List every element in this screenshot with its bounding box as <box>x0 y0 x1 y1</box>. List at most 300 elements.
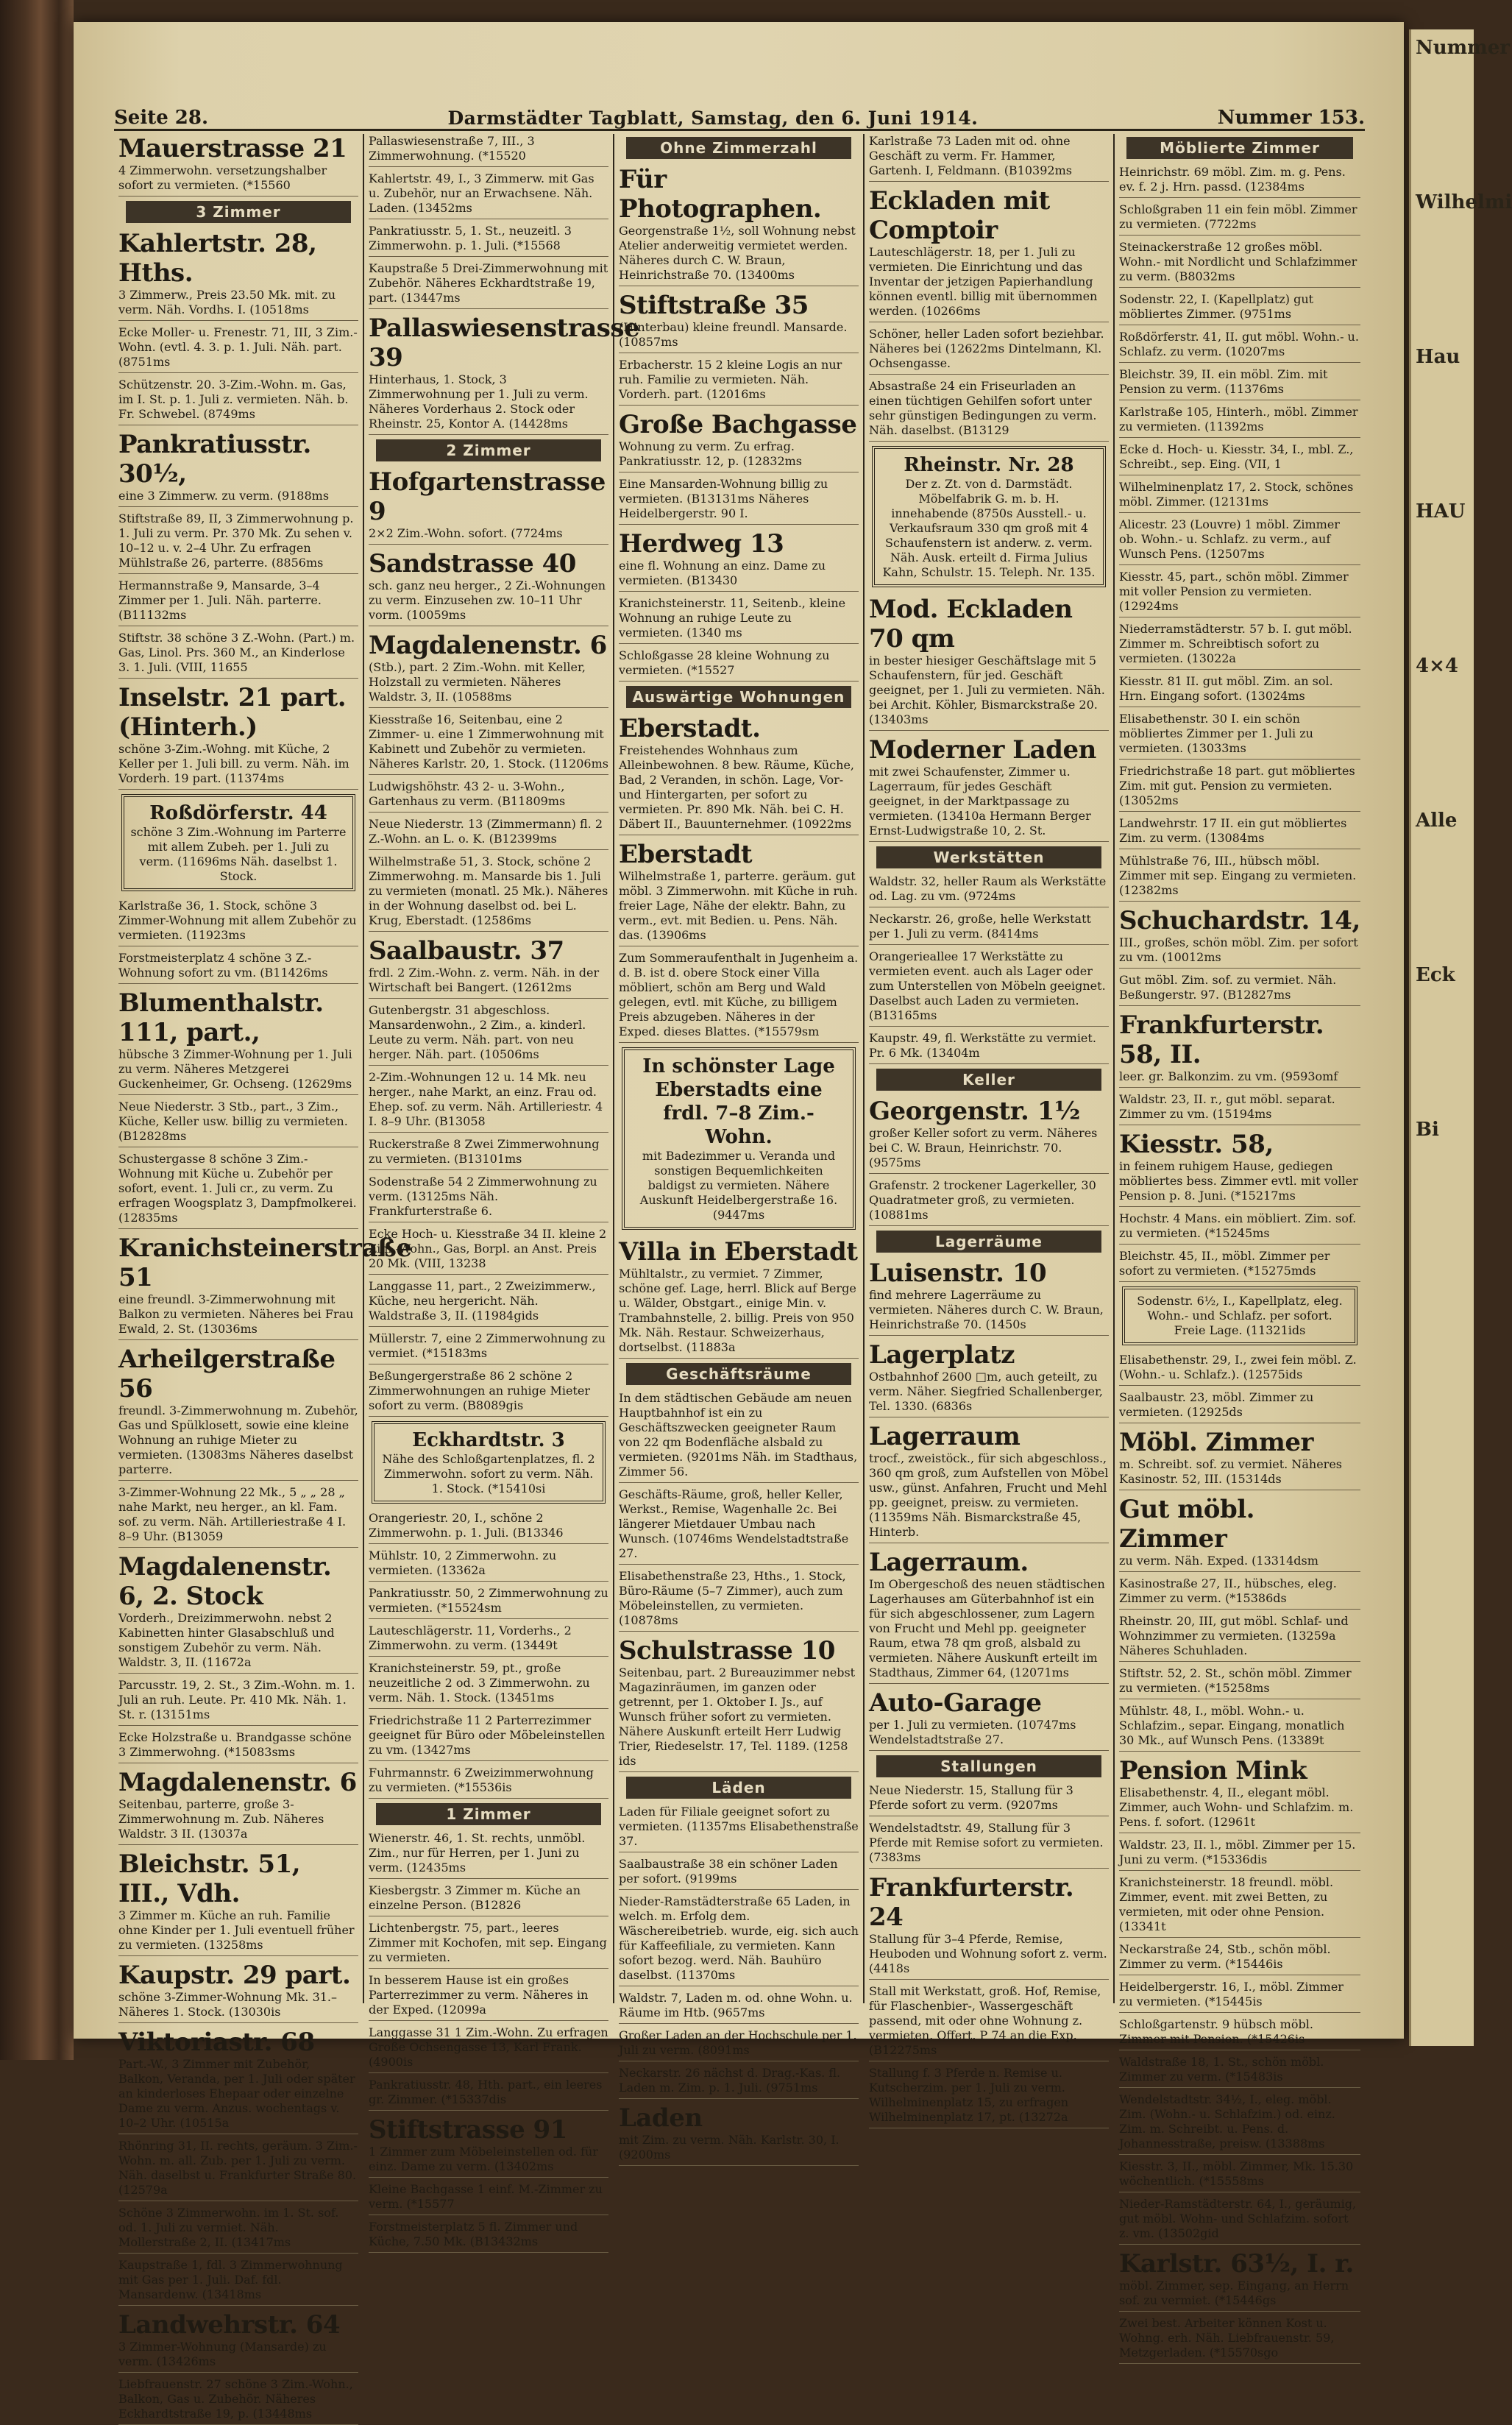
issue-number: Nummer 153. <box>1217 107 1365 129</box>
classified-ad <box>369 171 608 219</box>
classified-ad <box>369 1624 608 1657</box>
ad-headline: Eckladen mit Comptoir <box>869 186 1050 245</box>
classified-ad <box>869 1422 1109 1543</box>
ad-headline: Arheilgerstraße 56 <box>118 1345 336 1403</box>
classified-ad <box>118 2206 358 2254</box>
ad-body: III., großes, schön möbl. Zim. per sofort zu vm. (10012ms <box>1119 935 1358 964</box>
classified-ad <box>869 327 1109 375</box>
classified-ad <box>118 578 358 626</box>
ad-body: Kahlertstr. 49, I., 3 Zimmerw. mit Gas u. Zubehör, nur an Erwachsene. Näh. Laden. (13452ms <box>369 171 594 215</box>
ad-body: 4 Zimmerwohn. versetzungshalber sofort zu vermieten. (*15560 <box>118 163 327 192</box>
ad-body: 1 Zimmer zum Möbeleinstellen od. für einz. Dame zu verm. (13402ms <box>369 2145 598 2173</box>
ad-body: Seitenbau, parterre, große 3-Zimmerwohnung m. Zub. Näheres Waldstr. 3 II. (13037a <box>118 1797 324 1841</box>
classified-ad <box>369 2115 608 2178</box>
classified-ad <box>369 1369 608 1417</box>
ad-body: Bleichstr. 39, II. ein möbl. Zim. mit Pension zu verm. (11376ms <box>1119 367 1328 396</box>
ad-body: 3 Zimmer-Wohnung (Mansarde) zu verm. (13426ms <box>118 2340 327 2368</box>
ad-body: Kranichsteinerstr. 59, pt., große neuzeitliche 2 od. 3 Zimmerwohn. zu verm. Näh. 1. Stock. (13451ms <box>369 1661 590 1704</box>
ad-body: Neckarstr. 26 nächst d. Drag.-Kas. fl. Laden m. Zim. p. 1. Juli. (9751ms <box>619 2066 841 2095</box>
classified-ad <box>619 1991 859 2024</box>
ad-body: Wilhelminenplatz 17, 2. Stock, schönes möbl. Zimmer. (12131ms <box>1119 480 1354 509</box>
classified-ad <box>869 2066 1109 2128</box>
ad-body: Stallung f. 3 Pferde n. Remise u. Kutscherzim. per 1. Juli zu verm. Wilhelminenplatz 15, zu erfragen Wilhelminenplatz 17, pt. (13272a <box>869 2066 1069 2124</box>
ad-body: Ecke d. Hoch- u. Kiesstr. 34, I., mbl. Z., Schreibt., sep. Eing. (VII, 1 <box>1119 442 1354 471</box>
classified-ad <box>1119 712 1360 760</box>
ad-body: Kaupstraße 5 Drei-Zimmerwohnung mit Zubehör. Näheres Eckhardtstraße 19, part. (13447ms <box>369 261 608 305</box>
classified-ad <box>869 949 1109 1027</box>
classified-ad <box>118 2377 358 2425</box>
classified-ad <box>118 430 358 507</box>
ad-body: Gutenbergstr. 31 abgeschloss. Mansardenwohn., 2 Zim., a. kinderl. Leute zu verm. Näh. part. von neu herger. Näh. part. (10506ms <box>369 1003 586 1061</box>
ad-headline: Pallaswiesenstrasse 39 <box>369 314 640 372</box>
classified-ad <box>118 2139 358 2201</box>
section-heading: 3 Zimmer <box>126 201 351 223</box>
classified-ad <box>869 874 1109 907</box>
classified-ad <box>619 165 859 286</box>
classified-ad <box>1119 202 1360 236</box>
ad-body: Neue Niederstr. 15, Stallung für 3 Pferde sofort zu verm. (9207ms <box>869 1783 1073 1812</box>
ad-headline: Schulstrasse 10 <box>619 1636 835 1665</box>
ad-body: (Hinterbau) kleine freundl. Mansarde. (10857ms <box>619 320 848 349</box>
ad-body: Kiesstr. 81 II. gut möbl. Zim. an sol. Hrn. Eingang sofort. (13024ms <box>1119 674 1333 703</box>
ad-body: Wienerstr. 46, 1. St. rechts, unmöbl. Zim., nur für Herren, per 1. Juni zu verm. (12435ms <box>369 1831 586 1874</box>
ad-body: Part.-W., 3 Zimmer mit Zubehör, Balkon, Veranda, per 1. Juli oder später an kinderloses Ehepaar oder einzelne Dame zu verm. Anzus. wochentags v. 10–2 Uhr. (10515a <box>118 2057 355 2130</box>
classified-ad <box>869 1178 1109 1226</box>
ad-body: Roßdörferstr. 41, II. gut möbl. Wohn.- u. Schlafz. zu verm. (10207ms <box>1119 330 1359 358</box>
classified-ad <box>869 1097 1109 1174</box>
classified-ad <box>1119 1576 1360 1610</box>
ad-body: eine fl. Wohnung an einz. Dame zu vermieten. (B13430 <box>619 559 826 587</box>
classified-ad <box>118 1768 358 1845</box>
ad-headline: Magdalenenstr. 6 <box>118 1768 357 1797</box>
ad-headline: Laden <box>619 2103 703 2133</box>
classified-ad <box>1119 405 1360 438</box>
classified-ad <box>1119 517 1360 565</box>
adjacent-page-fragment: Bi <box>1416 1119 1439 1141</box>
classified-ad <box>1119 816 1360 849</box>
classified-ad <box>869 1258 1109 1336</box>
ad-body: Sodenstr. 22, I. (Kapellplatz) gut möbliertes Zimmer. (9751ms <box>1119 292 1314 321</box>
classified-ad <box>619 2066 859 2099</box>
classified-ad <box>1119 906 1360 969</box>
classified-ad <box>118 2310 358 2373</box>
classified-ad <box>369 1831 608 1879</box>
classified-ad <box>619 840 859 946</box>
ad-body: Saalbaustraße 38 ein schöner Laden per sofort. (9199ms <box>619 1857 838 1886</box>
classified-ad <box>619 1569 859 1632</box>
ad-body: Hochstr. 4 Mans. ein möbliert. Zim. sof. zu vermieten. (*15245ms <box>1119 1211 1357 1240</box>
classified-ad <box>1119 764 1360 812</box>
ad-body: Langgasse 11, part., 2 Zweizimmerw., Küche, neu hergericht. Näh. Waldstraße 3, II. (11984gids <box>369 1279 596 1323</box>
ad-body: Stall mit Werkstatt, groß. Hof, Remise, für Flaschenbier-, Wassergeschäft passend, mit oder ohne Wohnung z. vermieten. Offert. P 74 an die Exp. (B12275ms <box>869 1984 1101 2057</box>
ad-body: 3-Zimmer-Wohnung 22 Mk., 5 „ „ 28 „ nahe Markt, neu herger., an kl. Fam. sof. zu verm. Näh. Artilleriestraße 4 I. 8–9 Uhr. (B13059 <box>118 1485 347 1543</box>
ad-body: sch. ganz neu herger., 2 Zi.-Wohnungen zu verm. Einzusehen zw. 10–11 Uhr vorm. (10059ms <box>369 578 606 622</box>
ad-headline: Rheinstr. Nr. 28 <box>904 454 1074 476</box>
classified-ad <box>1119 2092 1360 2155</box>
classified-ad <box>118 1552 358 1674</box>
ad-body: Der z. Zt. von d. Darmstädt. Möbelfabrik G. m. b. H. innehabende (8750s Ausstell.- u. Verkaufsraum 330 qm groß mit 4 Schaufenstern ist anderw. z. verm. Näh. Ausk. erteilt d. Firma Julius Kahn, Schulstr. 15. Teleph. Nr. 135. <box>882 477 1096 579</box>
ad-body: Orangeriestr. 20, I., schöne 2 Zimmerwohn. p. 1. Juli. (B13346 <box>369 1511 564 1540</box>
ad-headline: Herdweg 13 <box>619 529 784 559</box>
ad-body: Schützenstr. 20. 3-Zim.-Wohn. m. Gas, im I. St. p. 1. Juli z. vermieten. Näh. b. Fr. Schwebel. (8749ms <box>118 378 349 421</box>
section-heading: 2 Zimmer <box>376 439 601 461</box>
ad-headline: Magdalenenstr. 6, 2. Stock <box>118 1552 332 1611</box>
ad-body: Wilhelmstraße 51, 3. Stock, schöne 2 Zimmerwohng. m. Mansarde bis 1. Juli zu vermieten (monatl. 25 Mk.). Näheres in der Wohnung daselbst od. bei L. Krug, Eberstadt. (12586ms <box>369 854 608 927</box>
ad-headline: Große Bachgasse <box>619 410 857 439</box>
classified-ad <box>369 2182 608 2215</box>
classified-ad <box>369 314 640 435</box>
ad-body: Lauteschlägerstr. 11, Vorderhs., 2 Zimmerwohn. zu verm. (13449t <box>369 1624 572 1652</box>
ad-body: Grafenstr. 2 trockener Lagerkeller, 30 Quadratmeter groß, zu vermieten. (10881ms <box>869 1178 1096 1222</box>
ad-body: Wilhelmstraße 1, parterre. geräum. gut möbl. 3 Zimmerwohn. mit Küche in ruh. freier Lage, Nähe der elektr. Bahn, zu verm., evt. mit Bedien. u. Pens. Näh. das. (13906ms <box>619 869 858 942</box>
ad-body: Kasinostraße 27, II., hübsches, eleg. Zimmer zu verm. (*15386ds <box>1119 1576 1337 1605</box>
classified-ad <box>869 134 1109 182</box>
classified-ad <box>619 1805 859 1852</box>
ad-body: Lauteschlägerstr. 18, per 1. Juli zu vermieten. Die Einrichtung und das Inventar der jetzigen Papierhandlung können eventl. billig mit übernommen werden. (10266ms <box>869 245 1098 318</box>
classified-ad <box>619 529 859 592</box>
ad-body: Pankratiusstr. 50, 2 Zimmerwohnung zu vermieten. (*15524sm <box>369 1586 608 1615</box>
classified-ad <box>869 1821 1109 1869</box>
classified-ad <box>869 595 1109 731</box>
ad-headline: Lagerplatz <box>869 1340 1015 1370</box>
classified-ad <box>118 899 358 946</box>
classified-ad <box>369 1661 608 1709</box>
ad-body: Steinackerstraße 12 großes möbl. Wohn.- mit Nordlicht und Schlafzimmer zu verm. (B8032ms <box>1119 240 1357 283</box>
ad-body: Waldstr. 7, Laden m. od. ohne Wohn. u. Räume im Htb. (9657ms <box>619 1991 853 2019</box>
ad-headline: Kahlertstr. 28, Hths. <box>118 229 317 288</box>
ad-body: find mehrere Lagerräume zu vermieten. Näheres durch C. W. Braun, Heinrichstraße 70. (1450s <box>869 1288 1104 1331</box>
classified-ad <box>369 1279 608 1327</box>
ad-headline: Villa in Eberstadt <box>619 1237 858 1267</box>
classified-ad <box>118 2028 358 2134</box>
ad-body: Vorderh., Dreizimmerwohn. nebst 2 Kabinetten hinter Glasabschluß und sonstigem Zubehör zu verm. Näh. Waldstr. 3, II. (11672a <box>118 1611 335 1669</box>
classified-ad <box>619 1391 859 1483</box>
ad-body: mit zwei Schaufenster, Zimmer u. Lagerraum, für jedes Geschäft geeignet, in der Marktpassage zu vermieten. (13410a Hermann Berger Ernst-Ludwigstraße 10, 2. St. <box>869 765 1091 838</box>
classified-ad <box>1119 2159 1360 2192</box>
classified-ad <box>869 912 1109 945</box>
ad-headline: Stiftstrasse 91 <box>369 2115 567 2145</box>
ad-body: Mühlstraße 76, III., hübsch möbl. Zimmer mit sep. Eingang zu vermieten. (12382ms <box>1119 854 1357 897</box>
boxed-advertisement <box>121 794 355 891</box>
classified-ad <box>118 2258 358 2306</box>
ad-headline: Hofgartenstrasse 9 <box>369 467 606 526</box>
adjacent-page-fragment: Hau <box>1416 346 1460 368</box>
ad-body: Zum Sommeraufenthalt in Jugenheim a. d. B. ist d. obere Stock einer Villa möbliert, schön am Berg und Wald gelegen, evtl. mit Küche, zu billigem Preis abzugeben. Näheres in der Exped. dieses Blattes. (*15579sm <box>619 951 859 1038</box>
ad-body: Kaupstraße 1, fdl. 3 Zimmerwohnung mit Gas per 1. Juli. Daf. fdl. Mansardenw. (13418ms <box>118 2258 343 2301</box>
ad-body: In besserem Hause ist ein großes Parterrezimmer zu verm. Näheres in der Exped. (12099a <box>369 1973 589 2017</box>
classified-ad <box>1119 1010 1360 1088</box>
ad-body: Kiesstr. 45, part., schön möbl. Zimmer mit voller Pension zu vermieten. (12924ms <box>1119 570 1349 613</box>
ad-headline: Viktoriastr. 68 <box>118 2028 315 2057</box>
ad-headline: Kranichsteinerstraße 51 <box>118 1233 412 1292</box>
classified-ad <box>1119 622 1360 670</box>
ad-body: Sodenstr. 6½, I., Kapellplatz, eleg. Wohn.- und Schlafz. per sofort. Freie Lage. (11321ids <box>1137 1294 1343 1337</box>
classified-ad <box>869 186 1109 322</box>
classified-ad <box>369 549 608 626</box>
classified-ad <box>869 1548 1109 1684</box>
ad-body: Müllerstr. 7, eine 2 Zimmerwohnung zu vermiet. (*15183ms <box>369 1331 606 1360</box>
classified-ad <box>619 648 859 682</box>
classified-ad <box>118 325 358 373</box>
ad-body: eine 3 Zimmerw. zu verm. (9188ms <box>118 489 330 503</box>
ad-body: Rhönring 31, II. rechts, geräum. 3 Zim.-Wohn. m. all. Zub. per 1. Juli zu verm. Näh. daselbst u. Frankfurter Straße 80. (12579a <box>118 2139 358 2197</box>
ad-body: Orangerieallee 17 Werkstätte zu vermieten event. auch als Lager oder zum Unterstellen von Möbeln geeignet. Daselbst auch Laden zu vermieten. (B13165ms <box>869 949 1106 1022</box>
ad-body: Neue Niederstr. 3 Stb., part., 3 Zim., Küche, Keller usw. billig zu vermieten. (B12828ms <box>118 1100 348 1143</box>
ad-body: Lichtenbergstr. 75, part., leeres Zimmer mit Kochofen, mit sep. Eingang zu vermieten. <box>369 1921 607 1964</box>
boxed-advertisement <box>872 446 1106 587</box>
ad-body: per 1. Juli zu vermieten. (10747ms Wendelstadtstraße 27. <box>869 1718 1076 1746</box>
classified-ad <box>369 1586 608 1619</box>
ad-body: Sodenstraße 54 2 Zimmerwohnung zu verm. (13125ms Näh. Frankfurterstraße 6. <box>369 1175 597 1218</box>
ad-body: Schloßgartenstr. 9 hübsch möbl. Zimmer mit Pension. (*15426is <box>1119 2017 1313 2046</box>
section-heading: 1 Zimmer <box>376 1803 601 1825</box>
classified-ad <box>1119 1092 1360 1125</box>
classified-ad <box>1119 1942 1360 1975</box>
ad-body: in bester hiesiger Geschäftslage mit 5 Schaufenstern, für jed. Geschäft geeignet, per 1. Juli zu vermieten. Näh. bei Archit. Köhler, Bismarckstraße 20. (13403ms <box>869 654 1105 726</box>
classified-ad <box>619 596 859 644</box>
page-header <box>114 99 1365 131</box>
classified-ad <box>1119 1390 1360 1423</box>
classified-ad <box>369 1331 608 1364</box>
classified-ad <box>619 1894 859 1986</box>
ad-headline: Eberstadt <box>619 840 753 869</box>
classified-columns <box>114 134 1365 2421</box>
ad-body: Erbacherstr. 15 2 kleine Logis an nur ruh. Familie zu vermieten. Näh. Vorderh. part. (12016ms <box>619 358 842 401</box>
classified-ad <box>869 1031 1109 1064</box>
classified-ad <box>619 410 859 472</box>
ad-headline: Frankfurterstr. 58, II. <box>1119 1010 1324 1069</box>
ad-body: Elisabethenstr. 30 I. ein schön möbliertes Zimmer per 1. Juli zu vermieten. (13033ms <box>1119 712 1313 755</box>
classified-ad <box>118 1233 412 1340</box>
ad-body: Ecke Hoch- u. Kiesstraße 34 II. kleine 2 Zim.-Wohn., Gas, Borpl. an Anst. Preis 20 Mk. (VIII, 13238 <box>369 1227 607 1270</box>
ad-headline: Stiftstraße 35 <box>619 291 809 320</box>
ad-body: 2-Zim.-Wohnungen 12 u. 14 Mk. neu herger., nahe Markt, an einz. Frau od. Ehep. sof. zu verm. Näh. Artilleriestr. 4 I. 8–9 Uhr. (B13058 <box>369 1070 603 1128</box>
section-heading: Geschäftsräume <box>626 1363 851 1385</box>
section-heading: Lagerräume <box>876 1231 1101 1253</box>
boxed-advertisement <box>1122 1286 1357 1345</box>
ad-headline: Pankratiusstr. 30½, <box>118 430 311 489</box>
ad-body: Pankratiusstr. 5, 1. St., neuzeitl. 3 Zimmerwohn. p. 1. Juli. (*15568 <box>369 224 572 252</box>
ad-body: Kiesstr. 3, II., möbl. Zimmer, Mk. 15.30 wöchentlich. (*15558ms <box>1119 2159 1354 2188</box>
ad-body: frdl. 2 Zim.-Wohn. z. verm. Näh. in der Wirtschaft bei Bangert. (12612ms <box>369 966 600 994</box>
classified-ad <box>369 1511 608 1544</box>
ad-body: Forstmeisterplatz 4 schöne 3 Z.-Wohnung sofort zu vm. (B11426ms <box>118 951 328 980</box>
ad-headline: Eberstadt. <box>619 714 761 743</box>
classified-ad <box>369 2220 608 2253</box>
ad-body: Großer Laden an der Hochschule per 1. Juli zu verm. (8091ms <box>619 2028 857 2057</box>
ad-headline: Blumenthalstr. 111, part., <box>118 988 324 1047</box>
classified-ad <box>118 1678 358 1726</box>
ad-body: Elisabethenstr. 29, I., zwei fein möbl. Z. (Wohn.- u. Schlafz.). (12575ids <box>1119 1353 1357 1381</box>
ad-body: Elisabethenstr. 4, II., elegant möbl. Zimmer, auch Wohn- und Schlafzim. m. Pens. f. sofort. (12961t <box>1119 1785 1354 1829</box>
classified-ad <box>619 951 859 1043</box>
ad-body: Schöne 3 Zimmerwohn. im 1. St. sof. od. 1. Juli zu vermiet. Näh. Mollerstraße 2, II. (13417ms <box>118 2206 339 2249</box>
ad-body: Wendelstadtstr. 34½, I., eleg. möbl. Zim. (Wohn.- u. Schlafzim.) od. einz. Zim. m. Schreibt. u. Pens. d. Johannesstraße, preisw. (13388ms <box>1119 2092 1335 2150</box>
classified-ad <box>1119 2055 1360 2088</box>
classified-ad <box>1119 1666 1360 1699</box>
adjacent-page-fragment: Wilhelmi <box>1416 191 1512 213</box>
classified-ad <box>369 134 608 167</box>
ad-body: Heidelbergerstr. 16, I., möbl. Zimmer zu vermieten. (*15445is <box>1119 1980 1344 2008</box>
ad-body: schöne 3-Zimmer-Wohnung Mk. 31.– Näheres 1. Stock. (13030is <box>118 1990 338 2019</box>
adjacent-page-fragment: Nummer <box>1416 37 1510 59</box>
classified-ad <box>1119 292 1360 325</box>
ad-headline: Georgenstr. 1½ <box>869 1097 1080 1126</box>
classified-ad <box>118 134 358 197</box>
ad-body: Stallung für 3–4 Pferde, Remise, Heuboden und Wohnung sofort z. verm. (4418s <box>869 1932 1107 1975</box>
ad-body: Hermannstraße 9, Mansarde, 3–4 Zimmer per 1. Juli. Näh. parterre. (B11132ms <box>118 578 322 622</box>
classified-ad <box>1119 1980 1360 2013</box>
classified-ad <box>1119 2197 1360 2245</box>
classified-ad <box>619 358 859 406</box>
ad-body: Nähe des Schloßgartenplatzes, fl. 2 Zimmerwohn. sofort zu verm. Näh. 1. Stock. (*15410si <box>382 1452 595 1495</box>
classified-ad <box>118 1849 358 1956</box>
classified-ad <box>118 1730 358 1763</box>
classified-ad <box>1119 240 1360 288</box>
classified-ad <box>1119 1756 1360 1833</box>
classified-ad <box>1119 2316 1360 2364</box>
ad-body: großer Keller sofort zu verm. Näheres bei C. W. Braun, Heinrichstr. 70. (9575ms <box>869 1126 1098 1169</box>
page-number: Seite 28. <box>114 107 209 129</box>
adjacent-page-fragment: Alle <box>1416 810 1458 832</box>
classified-ad <box>118 1345 358 1481</box>
ad-headline: Mauerstrasse 21 <box>118 134 347 163</box>
ad-body: Schloßgasse 28 kleine Wohnung zu vermieten. (*15527 <box>619 648 830 677</box>
ad-headline: Lagerraum <box>869 1422 1021 1451</box>
ad-body: Gut möbl. Zim. sof. zu vermiet. Näh. Beßungerstr. 97. (B12827ms <box>1119 973 1337 1002</box>
ad-body: in feinem ruhigem Hause, gediegen möbliertes bess. Zimmer evtl. mit voller Pension p. 8. Juni. (*15217ms <box>1119 1159 1358 1203</box>
classified-ad <box>118 1100 358 1147</box>
ad-body: Forstmeisterplatz 5 fl. Zimmer und Küche, 7.50 Mk. (B13432ms <box>369 2220 578 2248</box>
adjacent-page-fragment: HAU <box>1416 500 1466 523</box>
ad-headline: Lagerraum. <box>869 1548 1029 1577</box>
ad-body: Waldstraße 18, 1. St., schön möbl. Zimmer zu verm. (*15483is <box>1119 2055 1324 2084</box>
boxed-advertisement <box>622 1047 856 1230</box>
classified-ad <box>118 1961 358 2023</box>
ad-body: Schöner, heller Laden sofort beziehbar. Näheres bei (12622ms Dintelmann, Kl. Ochsengasse. <box>869 327 1104 370</box>
ad-body: hübsche 3 Zimmer-Wohnung per 1. Juli zu verm. Näheres Metzgerei Guckenheimer, Gr. Ochseng. (12629ms <box>118 1047 352 1091</box>
classified-ad <box>1119 2017 1360 2050</box>
newspaper-masthead: Darmstädter Tagblatt, Samstag, den 6. Juni 1914. <box>447 107 979 129</box>
ad-body: Ruckerstraße 8 Zwei Zimmerwohnung zu vermieten. (B13101ms <box>369 1137 600 1166</box>
ad-body: Alicestr. 23 (Louvre) 1 möbl. Zimmer ob. Wohn.- u. Schlafz. zu verm., auf Wunsch Pens. (12507ms <box>1119 517 1340 561</box>
ad-body: Mühlstr. 10, 2 Zimmerwohn. zu vermieten. (13362a <box>369 1548 557 1577</box>
ad-headline: Eckhardtstr. 3 <box>412 1429 565 1451</box>
classified-ad <box>1119 1704 1360 1752</box>
ad-body: Karlstraße 105, Hinterh., möbl. Zimmer zu vermieten. (11392ms <box>1119 405 1358 433</box>
ad-body: 2×2 Zim.-Wohn. sofort. (7724ms <box>369 526 563 540</box>
ad-headline: Inselstr. 21 part. (Hinterh.) <box>118 683 347 742</box>
ad-body: Im Obergeschoß des neuen städtischen Lagerhauses am Güterbahnhof ist ein für sich abgeschlossener, zum Lagern von Frucht und Mehl pp. geeigneter Raum, etwa 78 qm groß, alsbald zu vermieten. Nähere Auskunft erteilt im Stadthaus, Zimmer 64, (12071ms <box>869 1577 1105 1679</box>
ad-body: Parcusstr. 19, 2. St., 3 Zim.-Wohn. m. 1. Juli an ruh. Leute. Pr. 410 Mk. Näh. 1. St. r. (13151ms <box>118 1678 355 1721</box>
section-heading: Werkstätten <box>876 846 1101 868</box>
ad-headline: Pension Mink <box>1119 1756 1307 1785</box>
ad-headline: Mod. Eckladen 70 qm <box>869 595 1073 654</box>
classified-ad <box>1119 2249 1360 2312</box>
ad-body: Kiesbergstr. 3 Zimmer m. Küche an einzelne Person. (B12826 <box>369 1883 581 1912</box>
classified-ad <box>869 1783 1109 1816</box>
ad-body: Stiftstraße 89, II, 3 Zimmerwohnung p. 1. Juli zu verm. Pr. 370 Mk. Zu sehen v. 10–12 u. v. 2–4 Uhr. Zu erfragen Mühlstraße 26, parterre. (8856ms <box>118 511 354 570</box>
classified-ad <box>869 1873 1109 1980</box>
ad-headline: Magdalenenstr. 6 <box>369 631 607 660</box>
ad-body: Ecke Moller- u. Frenestr. 71, III, 3 Zim.-Wohn. (evtl. 4. 3. p. 1. Juli. Näh. part. (8751ms <box>118 325 358 369</box>
classified-ad <box>369 936 608 999</box>
classified-ad <box>369 712 608 775</box>
ad-body: eine freundl. 3-Zimmerwohnung mit Balkon zu vermieten. Näheres bei Frau Ewald, 2. St. (13036ms <box>118 1292 354 1336</box>
ad-body: Kaupstr. 49, fl. Werkstätte zu vermiet. Pr. 6 Mk. (13404m <box>869 1031 1096 1060</box>
classified-ad <box>1119 1130 1360 1207</box>
adjacent-page-fragment: 4×4 <box>1416 655 1458 677</box>
section-heading: Auswärtige Wohnungen <box>626 686 851 708</box>
ad-body: Nieder-Ramstädterstr. 64, I., geräumig, gut möbl. Wohn- und Schlafzim. sofort z. vm. (13502gid <box>1119 2197 1357 2240</box>
ad-body: Zwei best. Arbeiter können Kost u. Wohng. erh. Näh. Liebfrauenstr. 59, Metzgerladen. (*15570sgo <box>1119 2316 1335 2359</box>
ad-body: m. Schreibt. sof. zu vermiet. Näheres Kasinostr. 52, III. (15314ds <box>1119 1457 1342 1486</box>
classified-ad <box>369 779 608 813</box>
ad-body: Landwehrstr. 17 II. ein gut möbliertes Zim. zu verm. (13084ms <box>1119 816 1347 845</box>
classified-ad <box>1119 165 1360 198</box>
ad-body: Waldstr. 32, heller Raum als Werkstätte od. Lag. zu vm. (9724ms <box>869 874 1107 903</box>
ad-body: leer. gr. Balkonzim. zu vm. (9593omf <box>1119 1069 1338 1083</box>
ad-body: Pankratiusstr. 48, Hth. part., ein leeres gr. Zimmer. (*15337dis <box>369 2078 603 2106</box>
classified-ad <box>1119 973 1360 1006</box>
ad-body: Kiesstraße 16, Seitenbau, eine 2 Zimmer- u. eine 1 Zimmerwohnung mit Kabinett und Zubehör zu vermieten. Näheres Karlstr. 20, 1. Stock. (11206ms <box>369 712 608 771</box>
ad-body: Neckarstr. 26, große, helle Werkstatt per 1. Juli zu verm. (8414ms <box>869 912 1091 941</box>
classified-ad <box>1119 854 1360 902</box>
classified-ad <box>369 1070 608 1133</box>
ad-headline: Gut möbl. Zimmer <box>1119 1495 1254 1554</box>
ad-body: Heinrichstr. 69 möbl. Zim. m. g. Pens. ev. f. 2 j. Hrn. passd. (12384ms <box>1119 165 1346 194</box>
classified-ad <box>1119 1353 1360 1386</box>
ad-headline: Moderner Laden <box>869 735 1096 765</box>
classified-ad <box>869 1340 1109 1417</box>
ad-body: (Stb.), part. 2 Zim.-Wohn. mit Keller, Holzstall zu vermieten. Näheres Waldstr. 3, II. (10588ms <box>369 660 586 704</box>
classified-ad <box>369 1713 608 1761</box>
ad-body: Wendelstadtstr. 49, Stallung für 3 Pferde mit Remise sofort zu vermieten. (7383ms <box>869 1821 1104 1864</box>
ad-body: Stiftstr. 38 schöne 3 Z.-Wohn. (Part.) m. Gas, Linol. Prs. 360 M., an Kinderlose 3. 1. Juli. (VIII, 11655 <box>118 631 355 674</box>
classified-ad <box>619 1487 859 1565</box>
ad-body: Schloßgraben 11 ein fein möbl. Zimmer zu vermieten. (7722ms <box>1119 202 1357 231</box>
ad-body: Mühltalstr., zu vermiet. 7 Zimmer, schöne gef. Lage, herrl. Blick auf Berge u. Wälder, Obstgart., einige Min. v. Trambahnstelle, 2. billig. Preis von 950 Mk. Näh. Restaur. Schweizerhaus, dortselbst. (11883a <box>619 1267 856 1354</box>
ad-body: Mühlstr. 48, I., möbl. Wohn.- u. Schlafzim., separ. Eingang, monatlich 30 Mk., auf Wunsch Pens. (13389t <box>1119 1704 1345 1747</box>
classified-ad <box>118 511 358 574</box>
classified-ad <box>1119 1495 1360 1572</box>
adjacent-page <box>1409 29 1512 2046</box>
classified-ad <box>369 854 608 932</box>
classified-ad <box>369 817 608 850</box>
classified-ad <box>619 291 859 353</box>
boxed-advertisement <box>372 1421 606 1504</box>
classified-ad <box>369 2078 608 2111</box>
ad-body: Laden für Filiale geeignet sofort zu vermieten. (11357ms Elisabethenstraße 37. <box>619 1805 859 1848</box>
ad-body: mit Badezimmer u. Veranda und sonstigen Bequemlichkeiten baldigst zu vermieten. Nähere Auskunft Heidelbergerstraße 16. (9447ms <box>639 1149 838 1222</box>
ad-body: mit Zim. zu verm. Näh. Karlstr. 30, I. (9200ms <box>619 2133 840 2162</box>
classified-ad <box>369 1973 608 2021</box>
ad-body: trocf., zweistöck., für sich abgeschloss., 360 qm groß, zum Aufstellen von Möbel usw., günst. Anfahren, Frucht und Mehl pp. geeignet, preisw. zu vermieten. (11359ms Näh. Bismarckstraße 45, Hinterb. <box>869 1451 1109 1539</box>
ad-body: möbl. Zimmer, sep. Eingang, an Herrn sof. zu vermiet. (*15446gs <box>1119 2279 1349 2307</box>
classified-ad <box>1119 674 1360 707</box>
ad-body: Elisabethenstraße 23, Hths., 1. Stock, Büro-Räume (5–7 Zimmer), auch zum Möbeleinstellen, zu vermieten. (10878ms <box>619 1569 846 1627</box>
ad-body: Absastraße 24 ein Friseurladen an einen tüchtigen Gehilfen sofort unter sehr günstigen Bedingungen zu verm. Näh. daselbst. (B13129 <box>869 379 1097 437</box>
classified-ad <box>369 631 608 708</box>
book-spine <box>0 0 74 2060</box>
ad-body: Neckarstraße 24, Stb., schön möbl. Zimmer zu verm. (*15446is <box>1119 1942 1331 1971</box>
classified-ad <box>369 467 608 545</box>
classified-ad <box>369 1137 608 1170</box>
classified-ad <box>1119 1838 1360 1871</box>
ad-body: Saalbaustr. 23, möbl. Zimmer zu vermieten. (12925ds <box>1119 1390 1314 1419</box>
classified-ad <box>369 1921 608 1969</box>
ad-headline: Roßdörferstr. 44 <box>149 802 327 824</box>
